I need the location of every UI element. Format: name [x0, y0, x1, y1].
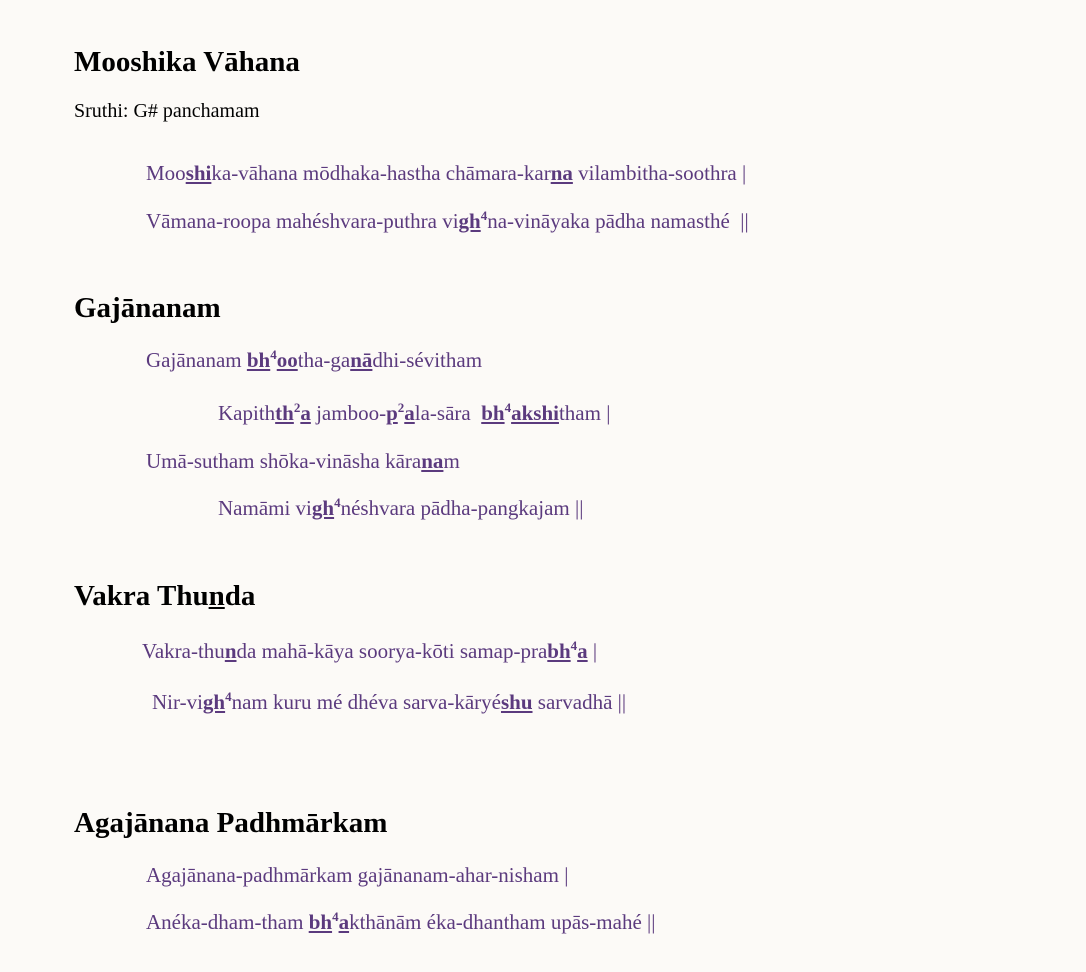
lyric-line-agajanana-1: Agajānana-padhmārkam gajānanam-ahar-nisham | — [146, 863, 569, 887]
lyric-line-gajananam-1: Gajānanam $bh^4ootha-ganādhi$-sévitham — [146, 347, 483, 372]
lyric-line-mooshika-1: Mooshika-vāhana mōdhaka-hastha chāmara-karna vilambitha-soothra | — [146, 161, 747, 185]
lyric-line-vakra-2: Nir-vigh$^4$nam kuru mé dhéva sarva-kāryéshu sarvadhā || — [152, 689, 627, 714]
section-title-agajanana-padhmarkam: Agajānana Padhmārkam — [74, 807, 388, 839]
lyric-line-gajananam-3: Umā-sutham shōka-vināsha kāranam — [146, 449, 460, 473]
lyric-line-mooshika-2: Vāmana-roopa mahéshvara-puthra vigh$^4$na-vināyaka pādha namasthé || — [146, 208, 749, 233]
lyric-line-gajananam-2: Kapithth$^2$a jamboo-$p^2ala$-sāra $bh^4akshitham$ | — [218, 400, 611, 425]
section-title-gajananam: Gajānanam — [74, 292, 221, 324]
section-title-mooshika-vahana: Mooshika Vāhana — [74, 46, 300, 78]
sruthi-note: Sruthi: G# panchamam — [74, 100, 260, 122]
section-title-vakra-thunda: Vakra Thunda — [74, 580, 256, 612]
lyric-line-vakra-1: Vakra-thunda mahā-kāya soorya-kōti samap-prabh$^4$a | — [142, 638, 598, 663]
lyric-line-gajananam-4: Namāmi vigh$^4$néshvara pādha-pangkajam || — [218, 495, 584, 520]
lyric-line-agajanana-2: Anéka-dham-tham $bh^4akthānām$ éka-dhantham upās-mahé || — [146, 909, 656, 934]
